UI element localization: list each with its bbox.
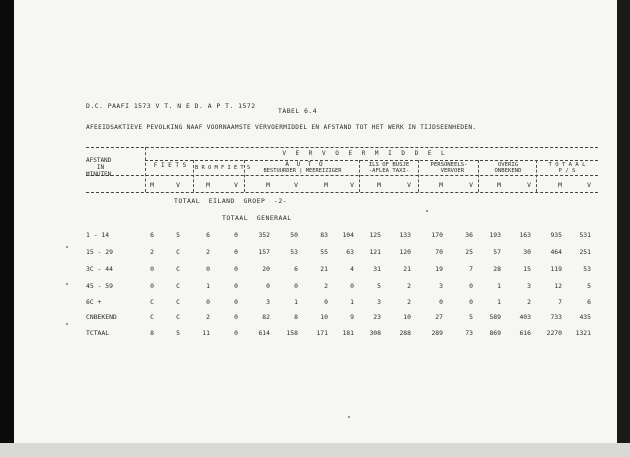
table-cell: 163 [519,231,531,239]
table-cell: 121 [369,248,381,256]
table-cell: 0 [266,282,270,290]
col-totaal: T O T A A L P / S [548,162,586,175]
scanned-page [14,0,617,443]
table-cell: 0 [234,282,238,290]
table-cell: 531 [579,231,591,239]
table-cell: 6 [294,265,298,273]
scan-speck [348,416,350,418]
table-cell: 1 [497,298,501,306]
table-cell: 1 [206,282,210,290]
table-cell: 158 [286,329,298,337]
table-cell: 0 [294,282,298,290]
row-label: 15 - 29 [86,248,113,256]
sex-label: M [324,181,328,189]
table-cell: 0 [234,231,238,239]
table-cell: 0 [439,298,443,306]
table-cell: 12 [554,282,562,290]
rule-group [145,160,598,161]
table-cell: 57 [493,248,501,256]
table-cell: 1 [350,298,354,306]
scan-speck [426,210,428,212]
table-cell: 614 [258,329,270,337]
table-cell: 1 [497,282,501,290]
table-cell: 53 [290,248,298,256]
sex-label: V [176,181,180,189]
table-cell: 31 [373,265,381,273]
table-cell: 28 [493,265,501,273]
table-cell: 120 [399,248,411,256]
table-title: AFEEIDSAKTIEVE PEVOLKING NAAF VOORNAAMSTE VERVOERMIDDEL EN AFSTAND TOT HET WERK IN TIJDSEENHEDEN. [86,124,477,131]
source-line: D.C. PAAFI 1573 V T. N E D. A P T. 1572 [86,102,256,110]
row-label: 45 - 59 [86,282,113,290]
rule-top [86,147,598,148]
table-cell: 133 [399,231,411,239]
table-cell: 170 [431,231,443,239]
sex-label: M [377,181,381,189]
table-cell: 5 [587,282,591,290]
table-cell: 0 [150,282,154,290]
table-cell: 171 [316,329,328,337]
table-cell: 2 [407,298,411,306]
sex-label: M [266,181,270,189]
table-cell: C [176,248,180,256]
table-cell: 435 [579,313,591,321]
sex-label: V [294,181,298,189]
table-cell: 15 [523,265,531,273]
row-label: 6C + [86,298,102,306]
table-cell: 6 [150,231,154,239]
sex-label: M [558,181,562,189]
table-cell: 2 [150,248,154,256]
table-cell: 19 [435,265,443,273]
table-cell: 3 [439,282,443,290]
table-cell: 403 [519,313,531,321]
table-cell: 5 [377,282,381,290]
sex-label: V [469,181,473,189]
table-cell: C [150,313,154,321]
table-cell: 3 [266,298,270,306]
table-cell: 21 [320,265,328,273]
scan-edge-right [617,0,630,457]
table-cell: 935 [550,231,562,239]
table-cell: 2 [324,282,328,290]
scan-edge-bottom [0,443,630,457]
sex-label: M [150,181,154,189]
table-cell: 2 [407,282,411,290]
table-cell: 104 [342,231,354,239]
rule-columns [86,175,598,176]
table-cell: 11 [202,329,210,337]
table-cell: 63 [346,248,354,256]
table-cell: 5 [176,231,180,239]
table-cell: 2 [527,298,531,306]
table-cell: 125 [369,231,381,239]
table-cell: 30 [523,248,531,256]
row-label: 3C - 44 [86,265,113,273]
table-cell: 7 [558,298,562,306]
sex-label: V [407,181,411,189]
table-cell: 27 [435,313,443,321]
table-cell: 6 [206,231,210,239]
scan-speck [66,283,68,285]
table-cell: 0 [206,265,210,273]
table-cell: 6 [587,298,591,306]
table-cell: 0 [469,282,473,290]
subtitle-general: TOTAAL GENERAAL [222,214,292,222]
table-cell: 0 [234,298,238,306]
table-cell: 82 [262,313,270,321]
table-cell: 0 [206,298,210,306]
table-cell: 36 [465,231,473,239]
table-cell: 1321 [575,329,591,337]
table-cell: 83 [320,231,328,239]
table-cell: 50 [290,231,298,239]
table-cell: 464 [550,248,562,256]
table-cell: 181 [342,329,354,337]
table-cell: C [176,282,180,290]
table-cell: 23 [373,313,381,321]
table-cell: 73 [465,329,473,337]
table-cell: 119 [550,265,562,273]
sex-label: M [497,181,501,189]
table-cell: 2 [206,248,210,256]
table-cell: 10 [320,313,328,321]
table-cell: 20 [262,265,270,273]
col-auto: A U T O [285,161,325,168]
table-cell: 5 [176,329,180,337]
table-number: TABEL 6.4 [278,107,318,115]
table-cell: 733 [550,313,562,321]
table-cell: 589 [489,313,501,321]
table-cell: 869 [489,329,501,337]
table-cell: C [176,298,180,306]
table-cell: 5 [469,313,473,321]
table-cell: 8 [150,329,154,337]
table-cell: 53 [583,265,591,273]
table-cell: 3 [377,298,381,306]
table-cell: 2 [206,313,210,321]
table-cell: 193 [489,231,501,239]
table-cell: C [176,265,180,273]
sex-label: M [206,181,210,189]
table-cell: 157 [258,248,270,256]
table-cell: C [176,313,180,321]
table-cell: 251 [579,248,591,256]
row-label: 1 - 14 [86,231,110,239]
table-cell: 0 [234,265,238,273]
table-cell: 55 [320,248,328,256]
table-cell: 21 [403,265,411,273]
sex-label: V [527,181,531,189]
table-cell: 0 [469,298,473,306]
group-header: V E R V O E R M I D D E L [282,150,448,157]
row-label: TCTAAL [86,329,110,337]
row-label: CNBEKEND [86,313,117,321]
col-personeel: PERSONEELS- VERVOER [430,162,468,175]
table-cell: 0 [350,282,354,290]
table-cell: 0 [234,248,238,256]
col-auto-sub: BESTUURDER | MEEREIZIGER [263,168,342,174]
table-cell: 0 [234,313,238,321]
sex-label: M [439,181,443,189]
table-cell: 0 [234,329,238,337]
table-cell: 70 [435,248,443,256]
col-bus: ILS OF BUSJE -AFLEA TAXI- [368,162,410,175]
table-cell: 616 [519,329,531,337]
table-cell: 10 [403,313,411,321]
table-cell: 308 [369,329,381,337]
table-cell: 4 [350,265,354,273]
table-cell: 7 [469,265,473,273]
table-cell: 1 [294,298,298,306]
table-cell: 2270 [546,329,562,337]
sex-label: V [587,181,591,189]
col-fiets: F I E T S [153,162,187,169]
sex-label: V [350,181,354,189]
table-cell: 352 [258,231,270,239]
table-cell: 25 [465,248,473,256]
table-cell: 8 [294,313,298,321]
col-bromfiets: B R O M F I E T S [195,165,251,171]
scan-speck [66,246,68,248]
table-cell: C [150,298,154,306]
rule-sexes [86,192,598,193]
scan-speck [66,323,68,325]
table-cell: 0 [150,265,154,273]
table-cell: 0 [324,298,328,306]
sex-label: V [234,181,238,189]
subtitle-group: TOTAAL EILAND GROEP -2- [174,197,288,205]
row-header: AFSTAND IN MINUTEN [86,157,112,178]
table-cell: 9 [350,313,354,321]
col-overig: OVERIG ONBEKEND [494,162,522,175]
table-cell: 289 [431,329,443,337]
table-cell: 288 [399,329,411,337]
table-cell: 3 [527,282,531,290]
